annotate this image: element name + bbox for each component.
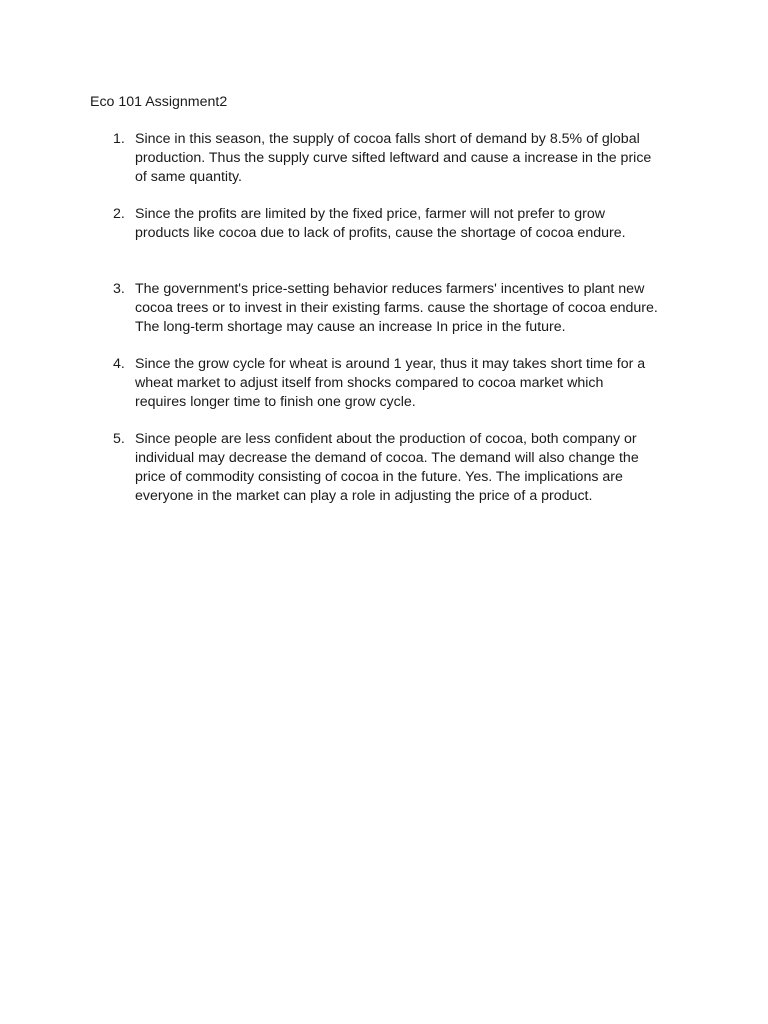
list-item-number: 5.	[113, 431, 125, 447]
list-item-number: 1.	[113, 131, 125, 147]
list-item	[0, 205, 680, 243]
list-item-text: Since the grow cycle for wheat is around 1 year, thus it may takes short time for a wheat market to adjust itself from shocks compared to cocoa market which requires longer time to finish one grow cycle.	[135, 356, 646, 410]
list-item-text: The government's price-setting behavior reduces farmers' incentives to plant new cocoa trees or to invest in their existing farms. cause the shortage of cocoa endure. The long-term shortage may cause an increase In price in the future.	[135, 281, 658, 335]
list-item-text: Since the profits are limited by the fixed price, farmer will not prefer to grow products like cocoa due to lack of profits, cause the shortage of cocoa endure.	[135, 206, 626, 241]
list-item	[0, 355, 680, 412]
list-item-text: Since in this season, the supply of cocoa falls short of demand by 8.5% of global production. Thus the supply curve sifted leftward and cause a increase in the price of same quantity.	[135, 131, 652, 185]
list-item-number: 4.	[113, 356, 125, 372]
document-title: Eco 101 Assignment2	[90, 94, 228, 110]
list-item	[0, 280, 680, 337]
list-item	[0, 430, 680, 506]
list-item-number: 2.	[113, 206, 125, 222]
list-item-number: 3.	[113, 281, 125, 297]
list-item-text: Since people are less confident about the production of cocoa, both company or individual may decrease the demand of cocoa. The demand will also change the price of commodity consisting of cocoa in the future. Yes. The implications are everyone in the market can play a role in adjusting the price of a product.	[135, 431, 639, 504]
answer-list	[0, 130, 768, 506]
list-item	[0, 130, 680, 187]
